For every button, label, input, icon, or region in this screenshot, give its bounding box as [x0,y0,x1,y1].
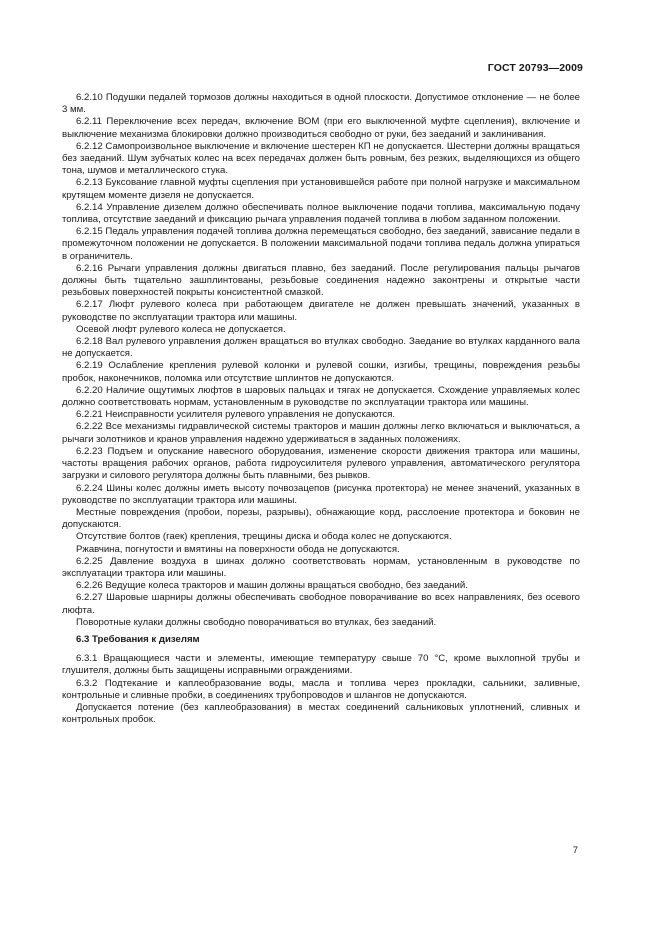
section-heading-6-3: 6.3 Требования к дизелям [76,633,200,645]
paragraph-6-2-19: 6.2.19 Ослабление крепления рулевой колонки и рулевой сошки, изгибы, трещины, повреждения резьбы пробок, наконечников, поломка или отсутствие шплинтов не допускаются. [62,360,580,384]
paragraph-local-damage: Местные повреждения (пробои, порезы, разрывы), обнажающие корд, расслоение протектора и боковин не допускаются. [62,506,580,531]
paragraph-6-2-27: 6.2.27 Шаровые шарниры должны обеспечивать свободное поворачивание во всех направлениях, без осевого люфта. [62,592,580,616]
paragraph-6-3-1: 6.3.1 Вращающиеся части и элементы, имеющие температуру свыше 70 °С, кроме выхлопной трубы и глушителя, должны быть защищены исправными ограждениями. [62,653,580,677]
standard-header: ГОСТ 20793—2009 [487,62,583,74]
page-number: 7 [572,845,578,856]
paragraph-missing-bolts: Отсутствие болтов (гаек) крепления, трещины диска и обода колес не допускаются. [76,531,452,543]
paragraph-6-2-26: 6.2.26 Ведущие колеса тракторов и машин должны вращаться свободно, без заеданий. [76,580,468,592]
paragraph-6-2-16: 6.2.16 Рычаги управления должны двигаться плавно, без заеданий. После регулирования пальцы рычагов должны быть тщательно зашплинтованы, резьбовые соединения надежно законтрены и открытые части резьбовых поверхностей покрыты консистентной смазкой. [62,262,580,299]
paragraph-6-2-13: 6.2.13 Буксование главной муфты сцепления при установившейся работе при полной нагрузке и максимальном крутящем моменте дизеля не допускается. [62,177,580,201]
paragraph-axial-play: Осевой люфт рулевого колеса не допускается. [76,323,286,335]
paragraph-6-2-22: 6.2.22 Все механизмы гидравлической системы тракторов и машин должны легко включаться и выключаться, а рычаги золотников и кранов управления надежно удерживаться в заданных положениях. [62,421,580,445]
document-body [62,92,580,726]
paragraph-6-2-23: 6.2.23 Подъем и опускание навесного оборудования, изменение скорости движения трактора или машины, частоты вращения рабочих органов, работа гидроусилителя рулевого управления, автоматического регулятора загрузки и силового регулятора должны быть плавными, без рывков. [62,445,580,482]
paragraph-6-2-12: 6.2.12 Самопроизвольное выключение и включение шестерен КП не допускается. Шестерни должны вращаться без заеданий. Шум зубчатых колес на всех передачах должен быть ровным, без резких, выделяющихся из общего тона, шумов и металлического стука. [62,140,580,177]
paragraph-6-2-20: 6.2.20 Наличие ощутимых люфтов в шаровых пальцах и тягах не допускается. Схождение управляемых колес должно соответствовать нормам, установленным в руководстве по эксплуатации трактора или машины. [62,384,580,409]
paragraph-sweating: Допускается потение (без каплеобразования) в местах соединений сальниковых уплотнений, сливных и контрольных пробок. [62,701,580,726]
paragraph-6-2-18: 6.2.18 Вал рулевого управления должен вращаться во втулках свободно. Заедание во втулках карданного вала не допускается. [62,336,580,360]
paragraph-6-2-17: 6.2.17 Люфт рулевого колеса при работающем двигателе не должен превышать значений, указанных в руководстве по эксплуатации трактора или машины. [62,299,580,323]
paragraph-6-2-10: 6.2.10 Подушки педалей тормозов должны находиться в одной плоскости. Допустимое отклонение — не более 3 мм. [62,92,580,116]
paragraph-steering-knuckles: Поворотные кулаки должны свободно поворачиваться во втулках, без заеданий. [76,616,437,628]
paragraph-6-2-25: 6.2.25 Давление воздуха в шинах должно соответствовать нормам, установленным в руководстве по эксплуатации трактора или машины. [62,555,580,579]
paragraph-6-2-14: 6.2.14 Управление дизелем должно обеспечивать полное выключение подачи топлива, максимальную подачу топлива, отсутствие заеданий и фиксацию рычага управления подачей топлива в любом заданном положении. [62,201,580,226]
paragraph-6-2-24: 6.2.24 Шины колес должны иметь высоту почвозацепов (рисунка протектора) не менее значений, указанных в руководстве по эксплуатации трактора или машины. [62,482,580,506]
paragraph-6-3-2: 6.3.2 Подтекание и каплеобразование воды, масла и топлива через прокладки, сальники, заливные, контрольные и сливные пробки, в соединениях трубопроводов и шлангов не допускаются. [62,677,580,701]
paragraph-6-2-21: 6.2.21 Неисправности усилителя рулевого управления не допускаются. [76,409,396,421]
paragraph-rust: Ржавчина, погнутости и вмятины на поверхности обода не допускаются. [76,543,400,555]
paragraph-6-2-15: 6.2.15 Педаль управления подачей топлива должна перемещаться свободно, без заеданий, зависание педали в промежуточном положении не допускается. В положении максимальной подачи топлива педаль должна упираться в ограничитель. [62,226,580,262]
paragraph-6-2-11: 6.2.11 Переключение всех передач, включение ВОМ (при его выключенной муфте сцепления), включение и выключение механизма блокировки должно производиться свободно от руки, без заеданий и заклинивания. [62,116,580,140]
